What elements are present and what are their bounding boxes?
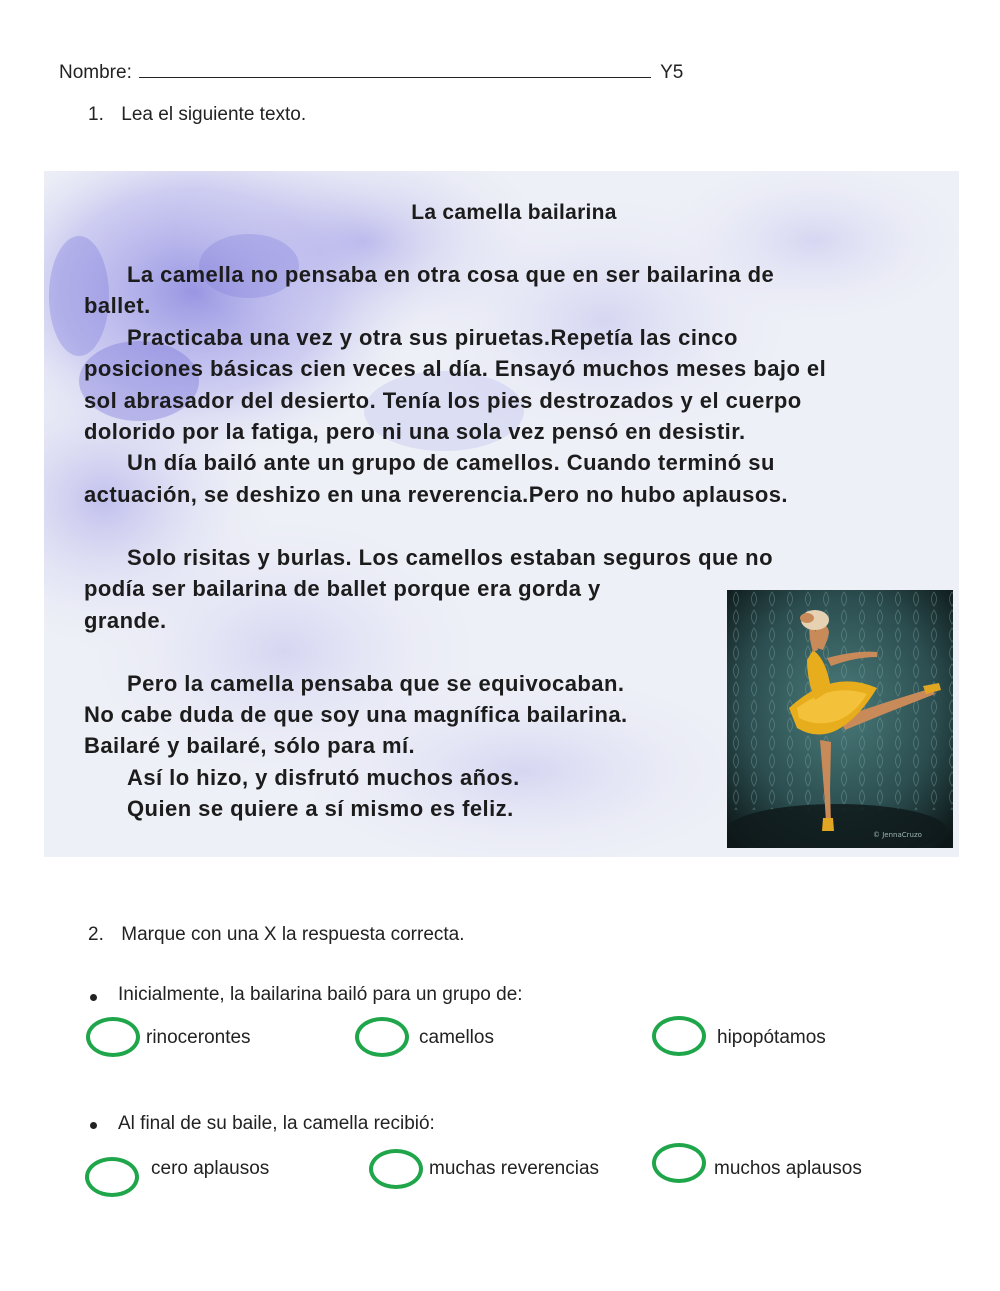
answer-circle-q1-opt3[interactable] — [652, 1016, 706, 1056]
name-blank-field[interactable] — [139, 61, 651, 78]
story-line: grande. — [84, 608, 167, 633]
instruction-1 — [88, 104, 306, 126]
story-line: actuación, se deshizo en una reverencia.Pero no hubo aplausos. — [84, 482, 788, 507]
bullet-icon — [90, 994, 97, 1001]
option-label: hipopótamos — [717, 1027, 826, 1048]
story-line: podía ser bailarina de ballet porque era gorda y — [84, 576, 601, 601]
option-label: muchas reverencias — [429, 1158, 600, 1179]
answer-circle-q2-opt3[interactable] — [652, 1143, 706, 1183]
story-line: ballet. — [84, 293, 151, 318]
ballerina-camel-picture — [727, 590, 953, 848]
story-line: Bailaré y bailaré, sólo para mí. — [84, 733, 416, 758]
instruction-2-number: 2. — [88, 924, 104, 945]
answer-circle-q1-opt2[interactable] — [355, 1017, 409, 1057]
story-line: dolorido por la fatiga, pero ni una sola vez pensó en desistir. — [84, 419, 746, 444]
name-line — [59, 61, 683, 84]
story-line: Un día bailó ante un grupo de camellos. Cuando terminó su — [127, 450, 775, 475]
story-line: Solo risitas y burlas. Los camellos estaban seguros que no — [127, 545, 773, 570]
bullet-icon — [90, 1122, 97, 1129]
story-line: Quien se quiere a sí mismo es feliz. — [127, 796, 514, 821]
answer-circle-q1-opt1[interactable] — [86, 1017, 140, 1057]
story-title: La camella bailarina — [411, 201, 617, 224]
instruction-2 — [88, 924, 465, 946]
story-line: Practicaba una vez y otra sus piruetas.Repetía las cinco — [127, 325, 738, 350]
story-line: La camella no pensaba en otra cosa que en ser bailarina de — [127, 262, 775, 287]
grade-label: Y5 — [660, 62, 684, 83]
answer-circle-q2-opt2[interactable] — [369, 1149, 423, 1189]
story-line: posiciones básicas cien veces al día. Ensayó muchos meses bajo el — [84, 356, 827, 381]
name-label: Nombre: — [59, 62, 132, 83]
option-label: cero aplausos — [151, 1158, 270, 1179]
option-label: muchos aplausos — [714, 1158, 862, 1179]
question-1-text: Inicialmente, la bailarina bailó para un grupo de: — [118, 984, 523, 1005]
option-label: rinocerontes — [146, 1027, 251, 1048]
instruction-2-text: Marque con una X la respuesta correcta. — [121, 924, 465, 945]
option-label: camellos — [419, 1027, 494, 1048]
story-panel — [44, 171, 959, 857]
story-line: Pero la camella pensaba que se equivocaban. — [127, 671, 625, 696]
story-line: No cabe duda de que soy una magnífica bailarina. — [84, 702, 628, 727]
instruction-1-text: Lea el siguiente texto. — [121, 104, 307, 125]
question-2-text: Al final de su baile, la camella recibió: — [118, 1113, 435, 1134]
picture-credit: © JennaCruzo — [873, 831, 922, 839]
instruction-1-number: 1. — [88, 104, 104, 125]
story-line: Así lo hizo, y disfrutó muchos años. — [127, 765, 520, 790]
story-line: sol abrasador del desierto. Tenía los pies destrozados y el cuerpo — [84, 388, 802, 413]
answer-circle-q2-opt1[interactable] — [85, 1157, 139, 1197]
